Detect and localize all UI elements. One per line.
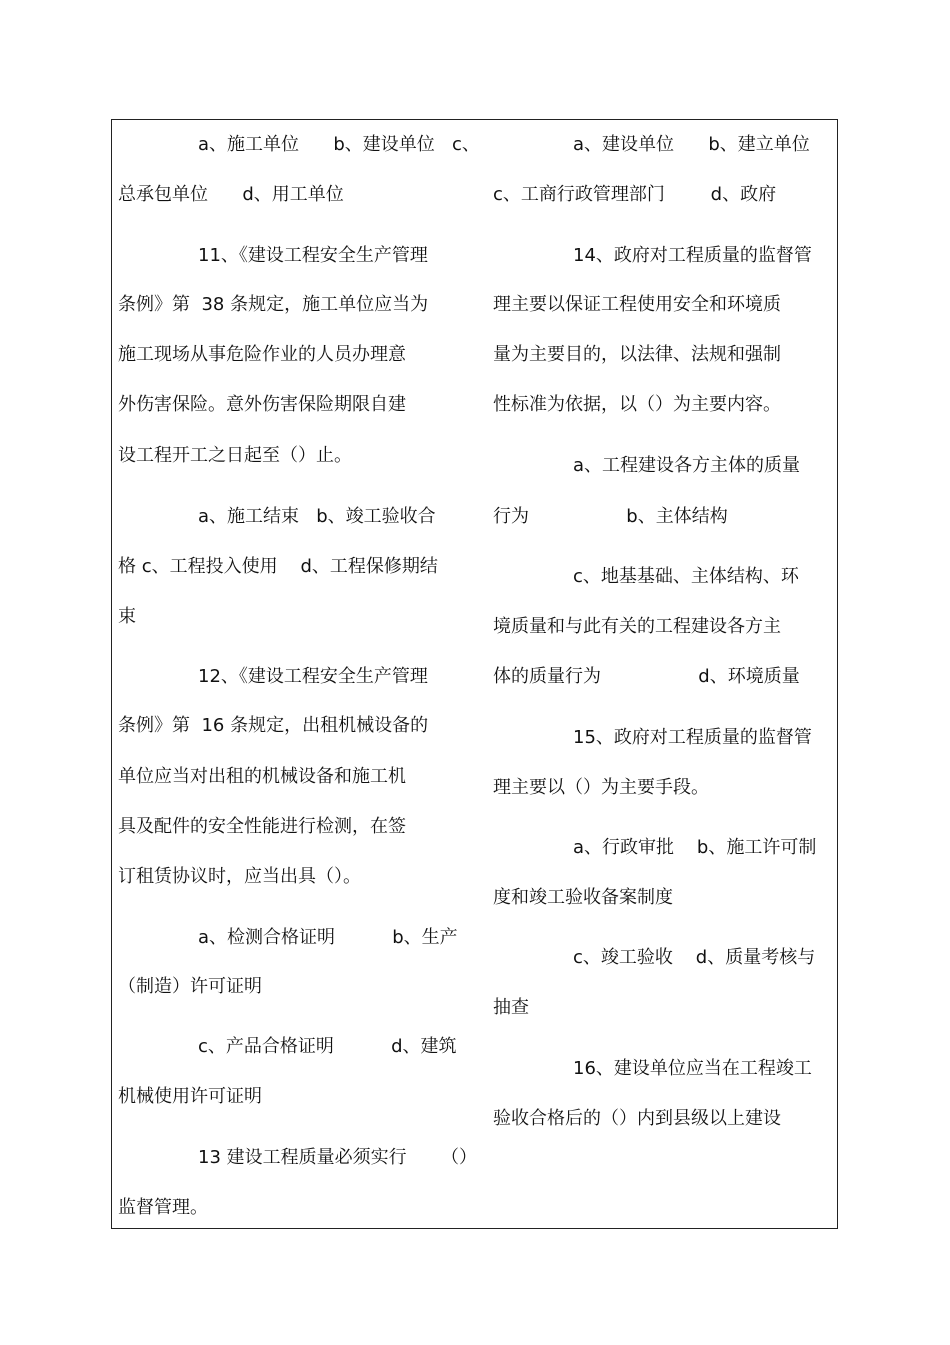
right-line-10: 境质量和与此有关的工程建设各方主	[493, 616, 781, 637]
right-line-18: 16、建设单位应当在工程竣工	[573, 1058, 812, 1079]
left-line-16: a、检测合格证明 b、生产	[198, 927, 458, 948]
left-line-17: （制造）许可证明	[118, 976, 262, 997]
left-line-9: 格 c、工程投入使用 d、工程保修期结	[118, 556, 438, 577]
left-line-14: 具及配件的安全性能进行检测，在签	[118, 816, 406, 837]
right-line-16: c、竣工验收 d、质量考核与	[573, 947, 816, 968]
left-line-20: 13 建设工程质量必须实行 （）	[198, 1147, 477, 1168]
left-line-2: 总承包单位 d、用工单位	[118, 184, 344, 205]
right-line-1: a、建设单位 b、建立单位	[573, 134, 810, 155]
right-line-4: 理主要以保证工程使用安全和环境质	[493, 294, 781, 315]
left-line-12: 条例》第 16 条规定，出租机械设备的	[118, 715, 429, 736]
left-line-19: 机械使用许可证明	[118, 1086, 262, 1107]
left-line-4: 条例》第 38 条规定，施工单位应当为	[118, 294, 429, 315]
right-line-7: a、工程建设各方主体的质量	[573, 455, 801, 476]
right-line-9: c、地基基础、主体结构、环	[573, 566, 799, 587]
right-line-17: 抽查	[493, 997, 529, 1018]
left-line-1: a、施工单位 b、建设单位 c、	[198, 134, 480, 155]
right-line-19: 验收合格后的（）内到县级以上建设	[493, 1108, 781, 1129]
left-line-8: a、施工结束 b、竣工验收合	[198, 506, 436, 527]
right-line-13: 理主要以（）为主要手段。	[493, 777, 709, 798]
left-line-21: 监督管理。	[118, 1197, 208, 1218]
right-line-8: 行为 b、主体结构	[493, 506, 728, 527]
left-line-10: 束	[118, 606, 136, 627]
left-line-6: 外伤害保险。意外伤害保险期限自建	[118, 394, 406, 415]
right-line-11: 体的质量行为 d、环境质量	[493, 666, 800, 687]
left-line-11: 12、《建设工程安全生产管理	[198, 666, 428, 687]
left-line-18: c、产品合格证明 d、建筑	[198, 1036, 457, 1057]
right-line-12: 15、政府对工程质量的监督管	[573, 727, 812, 748]
right-line-5: 量为主要目的，以法律、法规和强制	[493, 344, 781, 365]
left-line-13: 单位应当对出租的机械设备和施工机	[118, 766, 406, 787]
left-line-5: 施工现场从事危险作业的人员办理意	[118, 344, 406, 365]
left-line-7: 设工程开工之日起至（）止。	[118, 445, 352, 466]
left-line-15: 订租赁协议时，应当出具（）。	[118, 866, 361, 887]
right-line-3: 14、政府对工程质量的监督管	[573, 245, 812, 266]
left-line-3: 11、《建设工程安全生产管理	[198, 245, 428, 266]
right-line-14: a、行政审批 b、施工许可制	[573, 837, 817, 858]
right-line-15: 度和竣工验收备案制度	[493, 887, 673, 908]
right-line-6: 性标准为依据，以（）为主要内容。	[493, 394, 781, 415]
right-line-2: c、工商行政管理部门 d、政府	[493, 184, 777, 205]
